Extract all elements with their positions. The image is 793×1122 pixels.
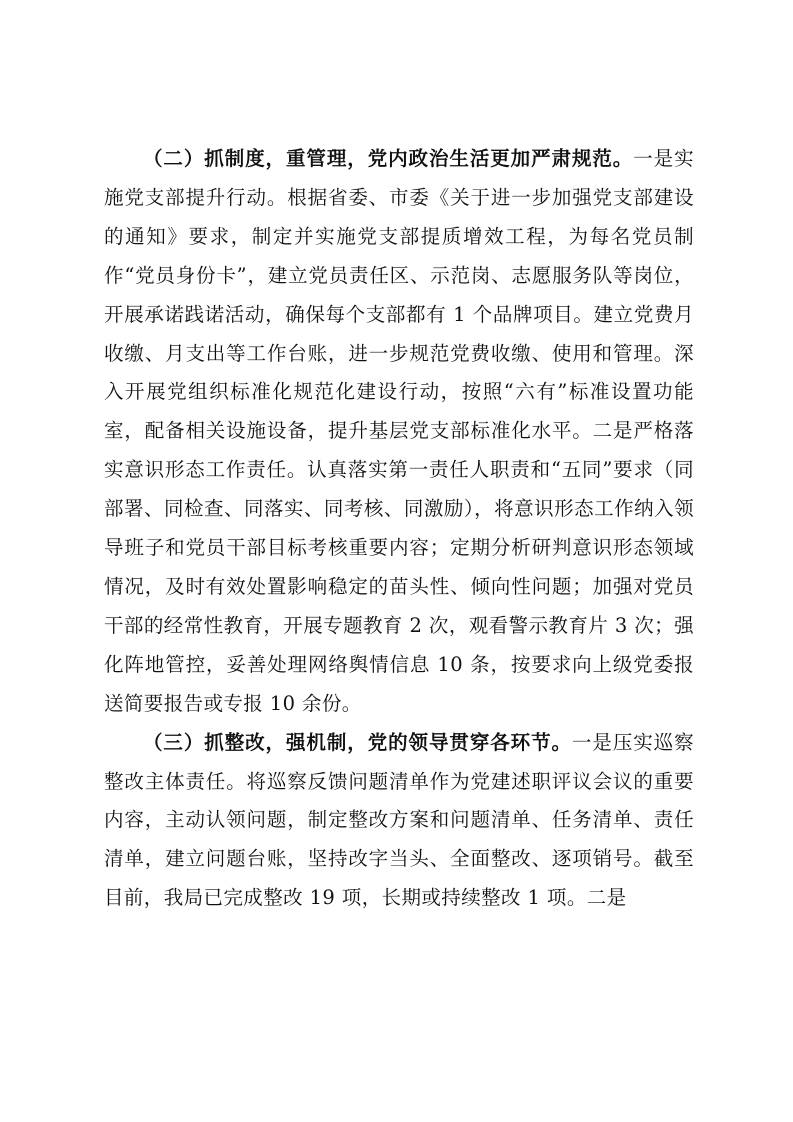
- section-heading-2: （二）抓制度，重管理，党内政治生活更加严肃规范。: [143, 147, 634, 170]
- section-body-3: 一是压实巡察整改主体责任。将巡察反馈问题清单作为党建述职评议会议的重要内容，主动认领问题，制定整改方案和问题清单、任务清单、责任清单，建立问题台账，坚持改字当头、全面整改、逐项销号。截至目前，我局已完成整改 19 项，长期或持续整改 1 项。二是: [104, 730, 695, 910]
- document-body: [104, 140, 694, 918]
- section-heading-3: （三）抓整改，强机制，党的领导贯穿各环节。: [143, 730, 572, 754]
- section-body-2: 一是实施党支部提升行动。根据省委、市委《关于进一步加强党支部建设的通知》要求，制定并实施党支部提质增效工程，为每名党员制作“党员身份卡”，建立党员责任区、示范岗、志愿服务队等岗位，开展承诺践诺活动，确保每个支部都有 1 个品牌项目。建立党费月收缴、月支出等工作台账，进一步规范党费收缴、使用和管理。深入开展党组织标准化规范化建设行动，按照“六有”标准设置功能室，配备相关设施设备，提升基层党支部标准化水平。二是严格落实意识形态工作责任。认真落实第一责任人职责和“五同”要求（同部署、同检查、同落实、同考核、同激励），将意识形态工作纳入领导班子和党员干部目标考核重要内容；定期分析研判意识形态领域情况，及时有效处置影响稳定的苗头性、倾向性问题；加强对党员干部的经常性教育，开展专题教育 2 次，观看警示教育片 3 次；强化阵地管控，妥善处理网络舆情信息 10 条，按要求向上级党委报送简要报告或专报 10 余份。: [104, 147, 695, 715]
- section-paragraph-3: [104, 724, 694, 919]
- section-paragraph-2: [104, 140, 694, 724]
